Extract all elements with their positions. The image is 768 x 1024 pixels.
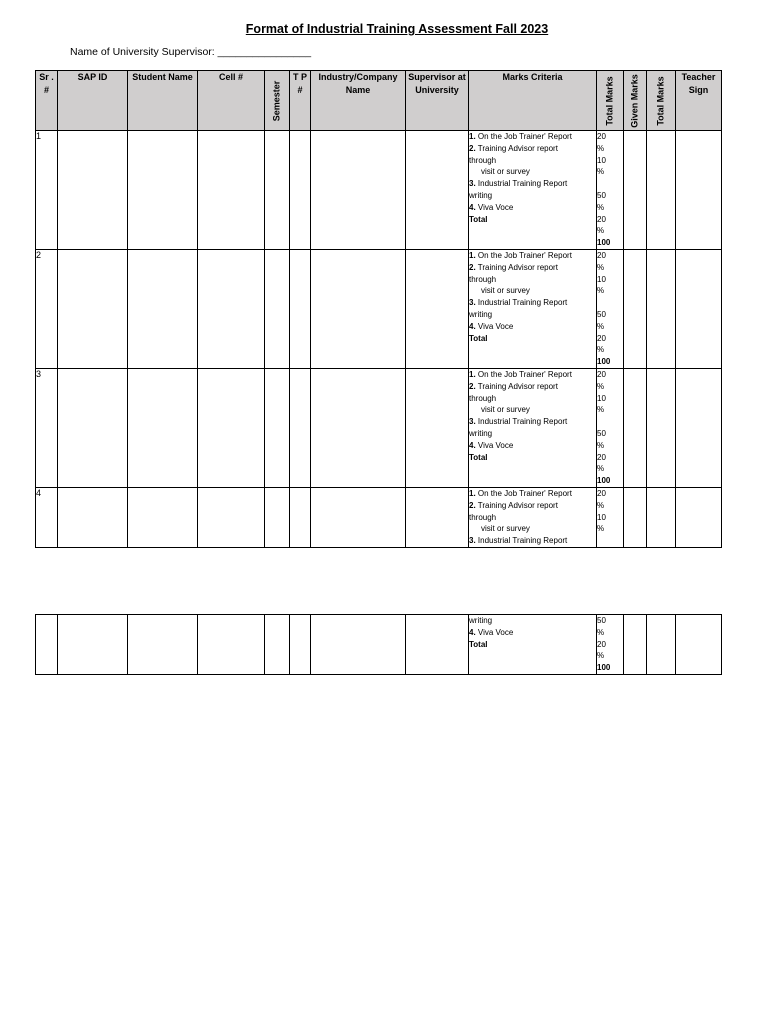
tp-cell[interactable]: [290, 131, 311, 250]
sap-id-cell[interactable]: [58, 368, 128, 487]
student-name-cell[interactable]: [128, 131, 198, 250]
marks-value: %: [597, 167, 605, 177]
teacher-sign-cell[interactable]: [676, 368, 722, 487]
marks-value: %: [597, 500, 605, 510]
criteria-line-3b: writing: [469, 616, 493, 625]
header-given-marks: [624, 71, 647, 131]
given-marks-cell[interactable]: [624, 487, 647, 547]
criteria-line-4: 4. Viva Voce: [469, 440, 514, 450]
sr-cell: 3: [36, 368, 58, 487]
supervisor-line: [70, 46, 311, 58]
criteria-line-2c: visit or survey: [481, 405, 530, 415]
marks-value: 10: [597, 274, 606, 284]
sr-cell: 2: [36, 249, 58, 368]
supervisor-label: Name of University Supervisor:: [70, 46, 215, 58]
marks-value: 100: [597, 357, 611, 367]
semester-cell[interactable]: [265, 487, 290, 547]
header-tp: T P #: [290, 71, 311, 131]
given-marks-cell[interactable]: [624, 615, 647, 675]
criteria-line-1: 1. On the Job Trainer' Report: [469, 369, 572, 379]
table-row: [36, 487, 722, 547]
criteria-line-1: 1. On the Job Trainer' Report: [469, 132, 572, 141]
supervisor-cell[interactable]: [406, 487, 469, 547]
cell-number-cell[interactable]: [198, 249, 265, 368]
criteria-line-2c: visit or survey: [481, 286, 530, 296]
marks-value: 20: [597, 250, 606, 260]
header-total-marks: [597, 71, 624, 131]
criteria-line-3b: writing: [469, 309, 493, 319]
assessment-table: [35, 70, 722, 548]
header-criteria: Marks Criteria: [469, 71, 597, 131]
cell-number-cell[interactable]: [198, 368, 265, 487]
marks-value: 20: [597, 214, 606, 224]
marks-value: %: [597, 405, 605, 415]
student-name-cell[interactable]: [128, 487, 198, 547]
header-total-marks-2-text: Total Marks: [655, 75, 666, 126]
marks-value: 10: [597, 155, 606, 165]
cell-number-cell[interactable]: [198, 131, 265, 250]
marks-value: %: [597, 345, 605, 355]
table-row-continued: [36, 615, 722, 675]
cell-number-cell[interactable]: [198, 487, 265, 547]
supervisor-cell[interactable]: [406, 249, 469, 368]
criteria-line-2: 2. Training Advisor report: [469, 381, 558, 391]
marks-value: 10: [597, 512, 606, 522]
header-given-marks-text: Given Marks: [629, 73, 640, 128]
sap-id-cell[interactable]: [58, 615, 128, 675]
marks-cell: [597, 487, 624, 547]
marks-value: %: [597, 143, 605, 153]
marks-value: 100: [597, 476, 611, 486]
teacher-sign-cell[interactable]: [676, 131, 722, 250]
marks-value: 20: [597, 488, 606, 498]
criteria-line-3: 3. Industrial Training Report: [469, 417, 568, 427]
given-marks-cell[interactable]: [624, 131, 647, 250]
criteria-cell: [469, 131, 597, 250]
assessment-table-continued: [35, 614, 722, 675]
industry-cell[interactable]: [311, 615, 406, 675]
sr-cell: 1: [36, 131, 58, 250]
criteria-line-4: 4. Viva Voce: [469, 202, 514, 212]
marks-value: %: [597, 524, 605, 534]
criteria-line-4: 4. Viva Voce: [469, 627, 514, 637]
header-supervisor: Supervisor at University: [406, 71, 469, 131]
marks-value: %: [597, 226, 605, 236]
document-title: Format of Industrial Training Assessment Fall 2023: [245, 22, 549, 36]
tp-cell[interactable]: [290, 368, 311, 487]
supervisor-cell[interactable]: [406, 131, 469, 250]
header-sap-id: SAP ID: [58, 71, 128, 131]
criteria-line-1: 1. On the Job Trainer' Report: [469, 250, 572, 260]
industry-cell[interactable]: [311, 368, 406, 487]
criteria-line-3b: writing: [469, 428, 493, 438]
marks-value: 20: [597, 369, 606, 379]
marks-spacer: [597, 416, 623, 428]
marks-value: %: [597, 321, 605, 331]
marks-cell: [597, 615, 624, 675]
sap-id-cell[interactable]: [58, 249, 128, 368]
marks-value: %: [597, 627, 605, 637]
criteria-cell: [469, 487, 597, 547]
total-marks-cell[interactable]: [647, 249, 676, 368]
marks-spacer: [597, 178, 623, 190]
marks-value: 50: [597, 616, 606, 625]
marks-value: %: [597, 202, 605, 212]
criteria-line-4: 4. Viva Voce: [469, 321, 514, 331]
semester-cell[interactable]: [265, 131, 290, 250]
criteria-line-3: 3. Industrial Training Report: [469, 536, 568, 546]
given-marks-cell[interactable]: [624, 249, 647, 368]
marks-value: %: [597, 286, 605, 296]
marks-spacer: [597, 297, 623, 309]
criteria-line-2: 2. Training Advisor report: [469, 143, 558, 153]
marks-value: %: [597, 651, 605, 661]
criteria-line-1: 1. On the Job Trainer' Report: [469, 488, 572, 498]
teacher-sign-cell[interactable]: [676, 487, 722, 547]
header-student-name: Student Name: [128, 71, 198, 131]
criteria-line-2c: visit or survey: [481, 524, 530, 534]
marks-value: 100: [597, 238, 611, 248]
marks-cell: [597, 368, 624, 487]
marks-value: 20: [597, 333, 606, 343]
student-name-cell[interactable]: [128, 615, 198, 675]
marks-value: 50: [597, 428, 606, 438]
tp-cell[interactable]: [290, 487, 311, 547]
criteria-line-3: 3. Industrial Training Report: [469, 298, 568, 308]
marks-value: 20: [597, 132, 606, 141]
criteria-cell: [469, 249, 597, 368]
marks-cell: [597, 249, 624, 368]
table-row: [36, 368, 722, 487]
criteria-total: Total: [469, 639, 488, 649]
marks-value: 10: [597, 393, 606, 403]
industry-cell[interactable]: [311, 249, 406, 368]
criteria-line-2c: visit or survey: [481, 167, 530, 177]
marks-value: 100: [597, 663, 611, 673]
sr-cell: [36, 615, 58, 675]
marks-value: %: [597, 381, 605, 391]
criteria-line-2b: through: [469, 155, 497, 165]
student-name-cell[interactable]: [128, 249, 198, 368]
semester-cell[interactable]: [265, 249, 290, 368]
marks-value: 50: [597, 190, 606, 200]
table-row: [36, 249, 722, 368]
teacher-sign-cell[interactable]: [676, 615, 722, 675]
header-semester: [265, 71, 290, 131]
criteria-line-3b: writing: [469, 190, 493, 200]
criteria-total: Total: [469, 214, 488, 224]
header-cell: Cell #: [198, 71, 265, 131]
supervisor-cell[interactable]: [406, 368, 469, 487]
header-teacher-sign: Teacher Sign: [676, 71, 722, 131]
given-marks-cell[interactable]: [624, 368, 647, 487]
marks-value: %: [597, 262, 605, 272]
student-name-cell[interactable]: [128, 368, 198, 487]
criteria-cell: [469, 615, 597, 675]
criteria-line-2: 2. Training Advisor report: [469, 500, 558, 510]
marks-value: 50: [597, 309, 606, 319]
marks-value: 20: [597, 639, 606, 649]
total-marks-cell[interactable]: [647, 368, 676, 487]
header-total-marks-text: Total Marks: [604, 75, 615, 126]
sr-cell: 4: [36, 487, 58, 547]
criteria-line-2b: through: [469, 512, 497, 522]
teacher-sign-cell[interactable]: [676, 249, 722, 368]
table-row: [36, 131, 722, 250]
header-sr: Sr . #: [36, 71, 58, 131]
criteria-cell: [469, 368, 597, 487]
marks-cell: [597, 131, 624, 250]
industry-cell[interactable]: [311, 487, 406, 547]
cell-number-cell[interactable]: [198, 615, 265, 675]
header-industry: Industry/Company Name: [311, 71, 406, 131]
supervisor-cell[interactable]: [406, 615, 469, 675]
marks-value: 20: [597, 452, 606, 462]
sap-id-cell[interactable]: [58, 487, 128, 547]
tp-cell[interactable]: [290, 249, 311, 368]
marks-value: %: [597, 464, 605, 474]
total-marks-cell[interactable]: [647, 487, 676, 547]
criteria-line-2: 2. Training Advisor report: [469, 262, 558, 272]
criteria-line-2b: through: [469, 274, 497, 284]
semester-cell[interactable]: [265, 368, 290, 487]
header-semester-text: Semester: [271, 80, 282, 121]
criteria-line-2b: through: [469, 393, 497, 403]
criteria-line-3: 3. Industrial Training Report: [469, 179, 568, 189]
marks-value: %: [597, 440, 605, 450]
total-marks-cell[interactable]: [647, 615, 676, 675]
criteria-total: Total: [469, 333, 488, 343]
semester-cell[interactable]: [265, 615, 290, 675]
total-marks-cell[interactable]: [647, 131, 676, 250]
sap-id-cell[interactable]: [58, 131, 128, 250]
industry-cell[interactable]: [311, 131, 406, 250]
supervisor-blank[interactable]: ________________: [217, 46, 312, 58]
tp-cell[interactable]: [290, 615, 311, 675]
criteria-total: Total: [469, 452, 488, 462]
header-row: [36, 71, 722, 131]
header-total-marks-2: [647, 71, 676, 131]
